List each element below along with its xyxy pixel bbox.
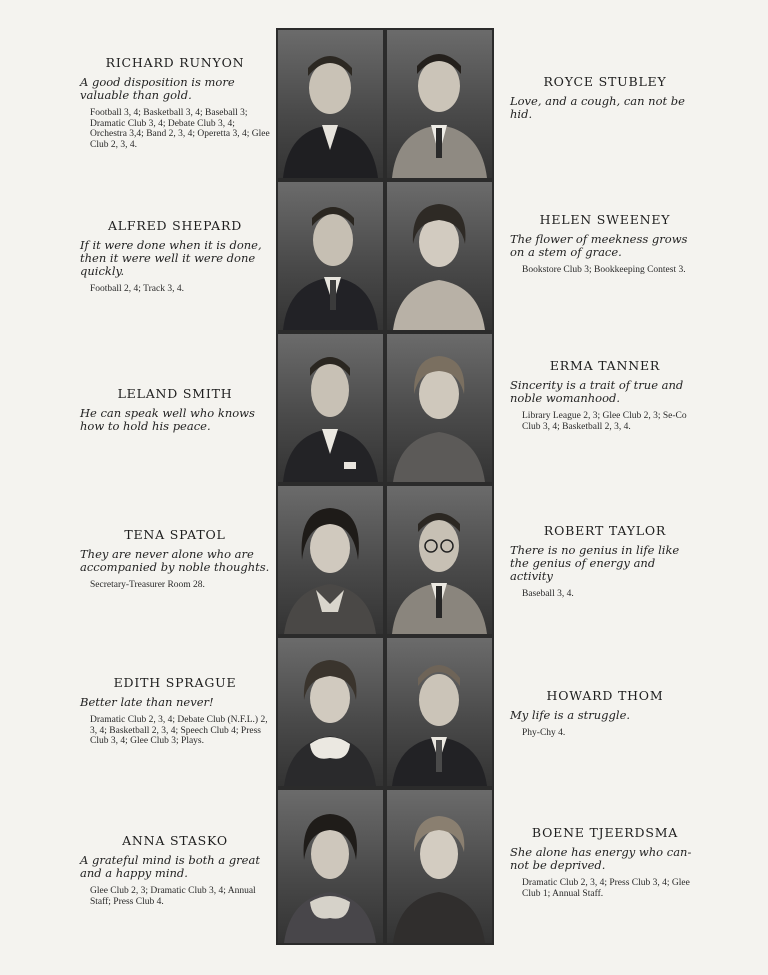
student-activities: Dramatic Club 2, 3, 4; Debate Club (N.F.L.) 2, 3, 4; Basketball 2, 3, 4; Speech Club 4; Press Club 3, 4; Glee Club 3; Plays. (90, 715, 268, 746)
portrait-boene-tjeerdsma (387, 790, 492, 943)
student-name: RICHARD RUNYON (105, 55, 245, 70)
portrait-howard-thom (387, 638, 492, 786)
student-entry (80, 55, 270, 150)
student-activities: Football 3, 4; Basketball 3, 4; Baseball 3; Dramatic Club 3, 4; Debate Club 3, 4; Orchestra 3,4; Band 2, 3, 4; Operetta 3, 4; Glee Club 2, 3, 4. (90, 108, 270, 150)
portrait-helen-sweeney (387, 182, 492, 330)
student-quote: My life is a struggle. (510, 708, 631, 722)
student-activities: Dramatic Club 2, 3, 4; Press Club 3, 4; Glee Club 1; Annual Staff. (522, 878, 690, 899)
student-activities: Library League 2, 3; Glee Club 2, 3; Se-Co Club 3, 4; Basketball 2, 3, 4. (522, 411, 687, 432)
student-entry (510, 825, 700, 899)
student-quote: A good disposition is more valuable than gold. (80, 75, 235, 102)
portrait-royce-stubley (387, 30, 492, 178)
student-entry (80, 218, 270, 295)
student-name: TENA SPATOL (124, 527, 226, 542)
portrait-robert-taylor (387, 486, 492, 634)
portrait-strip (276, 28, 494, 945)
student-quote: He can speak well who knows how to hold his peace. (80, 406, 255, 433)
student-entry (510, 523, 700, 600)
portrait-tena-spatol (278, 486, 383, 634)
student-quote: She alone has energy who can-not be deprived. (510, 845, 692, 872)
student-entry (80, 386, 270, 439)
student-entry (510, 74, 700, 127)
student-name: LELAND SMITH (117, 386, 233, 401)
student-name: ALFRED SHEPARD (107, 218, 243, 233)
student-activities: Bookstore Club 3; Bookkeeping Contest 3. (522, 265, 686, 275)
student-entry (510, 688, 700, 739)
student-quote: If it were done when it is done, then it were well it were done quickly. (80, 238, 262, 278)
student-name: HOWARD THOM (546, 688, 664, 703)
portrait-anna-stasko (278, 790, 383, 943)
student-quote: They are never alone who are accompanied by noble thoughts. (80, 547, 270, 574)
student-activities: Baseball 3, 4. (522, 589, 574, 599)
student-quote: Sincerity is a trait of true and noble womanhood. (510, 378, 684, 405)
student-quote: The flower of meekness grows on a stem of grace. (510, 232, 688, 259)
student-name: HELEN SWEENEY (539, 212, 671, 227)
portrait-alfred-shepard (278, 182, 383, 330)
student-entry (80, 833, 270, 907)
student-entry (80, 675, 270, 747)
student-name: ROYCE STUBLEY (543, 74, 667, 89)
student-entry (510, 358, 700, 432)
student-quote: Love, and a cough, can not be hid. (510, 94, 685, 121)
student-quote: A grateful mind is both a great and a happy mind. (80, 853, 260, 880)
student-name: ANNA STASKO (122, 833, 228, 848)
portrait-leland-smith (278, 334, 383, 482)
student-name: ROBERT TAYLOR (543, 523, 667, 538)
student-entry (80, 527, 270, 591)
portrait-richard-runyon (278, 30, 383, 178)
student-name: EDITH SPRAGUE (113, 675, 237, 690)
student-name: BOENE TJEERDSMA (531, 825, 679, 840)
student-activities: Football 2, 4; Track 3, 4. (90, 284, 184, 294)
student-name: ERMA TANNER (549, 358, 661, 373)
student-activities: Phy-Chy 4. (522, 728, 566, 738)
student-quote: Better late than never! (80, 695, 214, 709)
student-activities: Secretary-Treasurer Room 28. (90, 580, 205, 590)
student-entry (510, 212, 700, 276)
portrait-erma-tanner (387, 334, 492, 482)
student-activities: Glee Club 2, 3; Dramatic Club 3, 4; Annual Staff; Press Club 4. (90, 886, 256, 907)
student-quote: There is no genius in life like the genius of energy and activity (510, 543, 680, 583)
portrait-edith-sprague (278, 638, 383, 786)
